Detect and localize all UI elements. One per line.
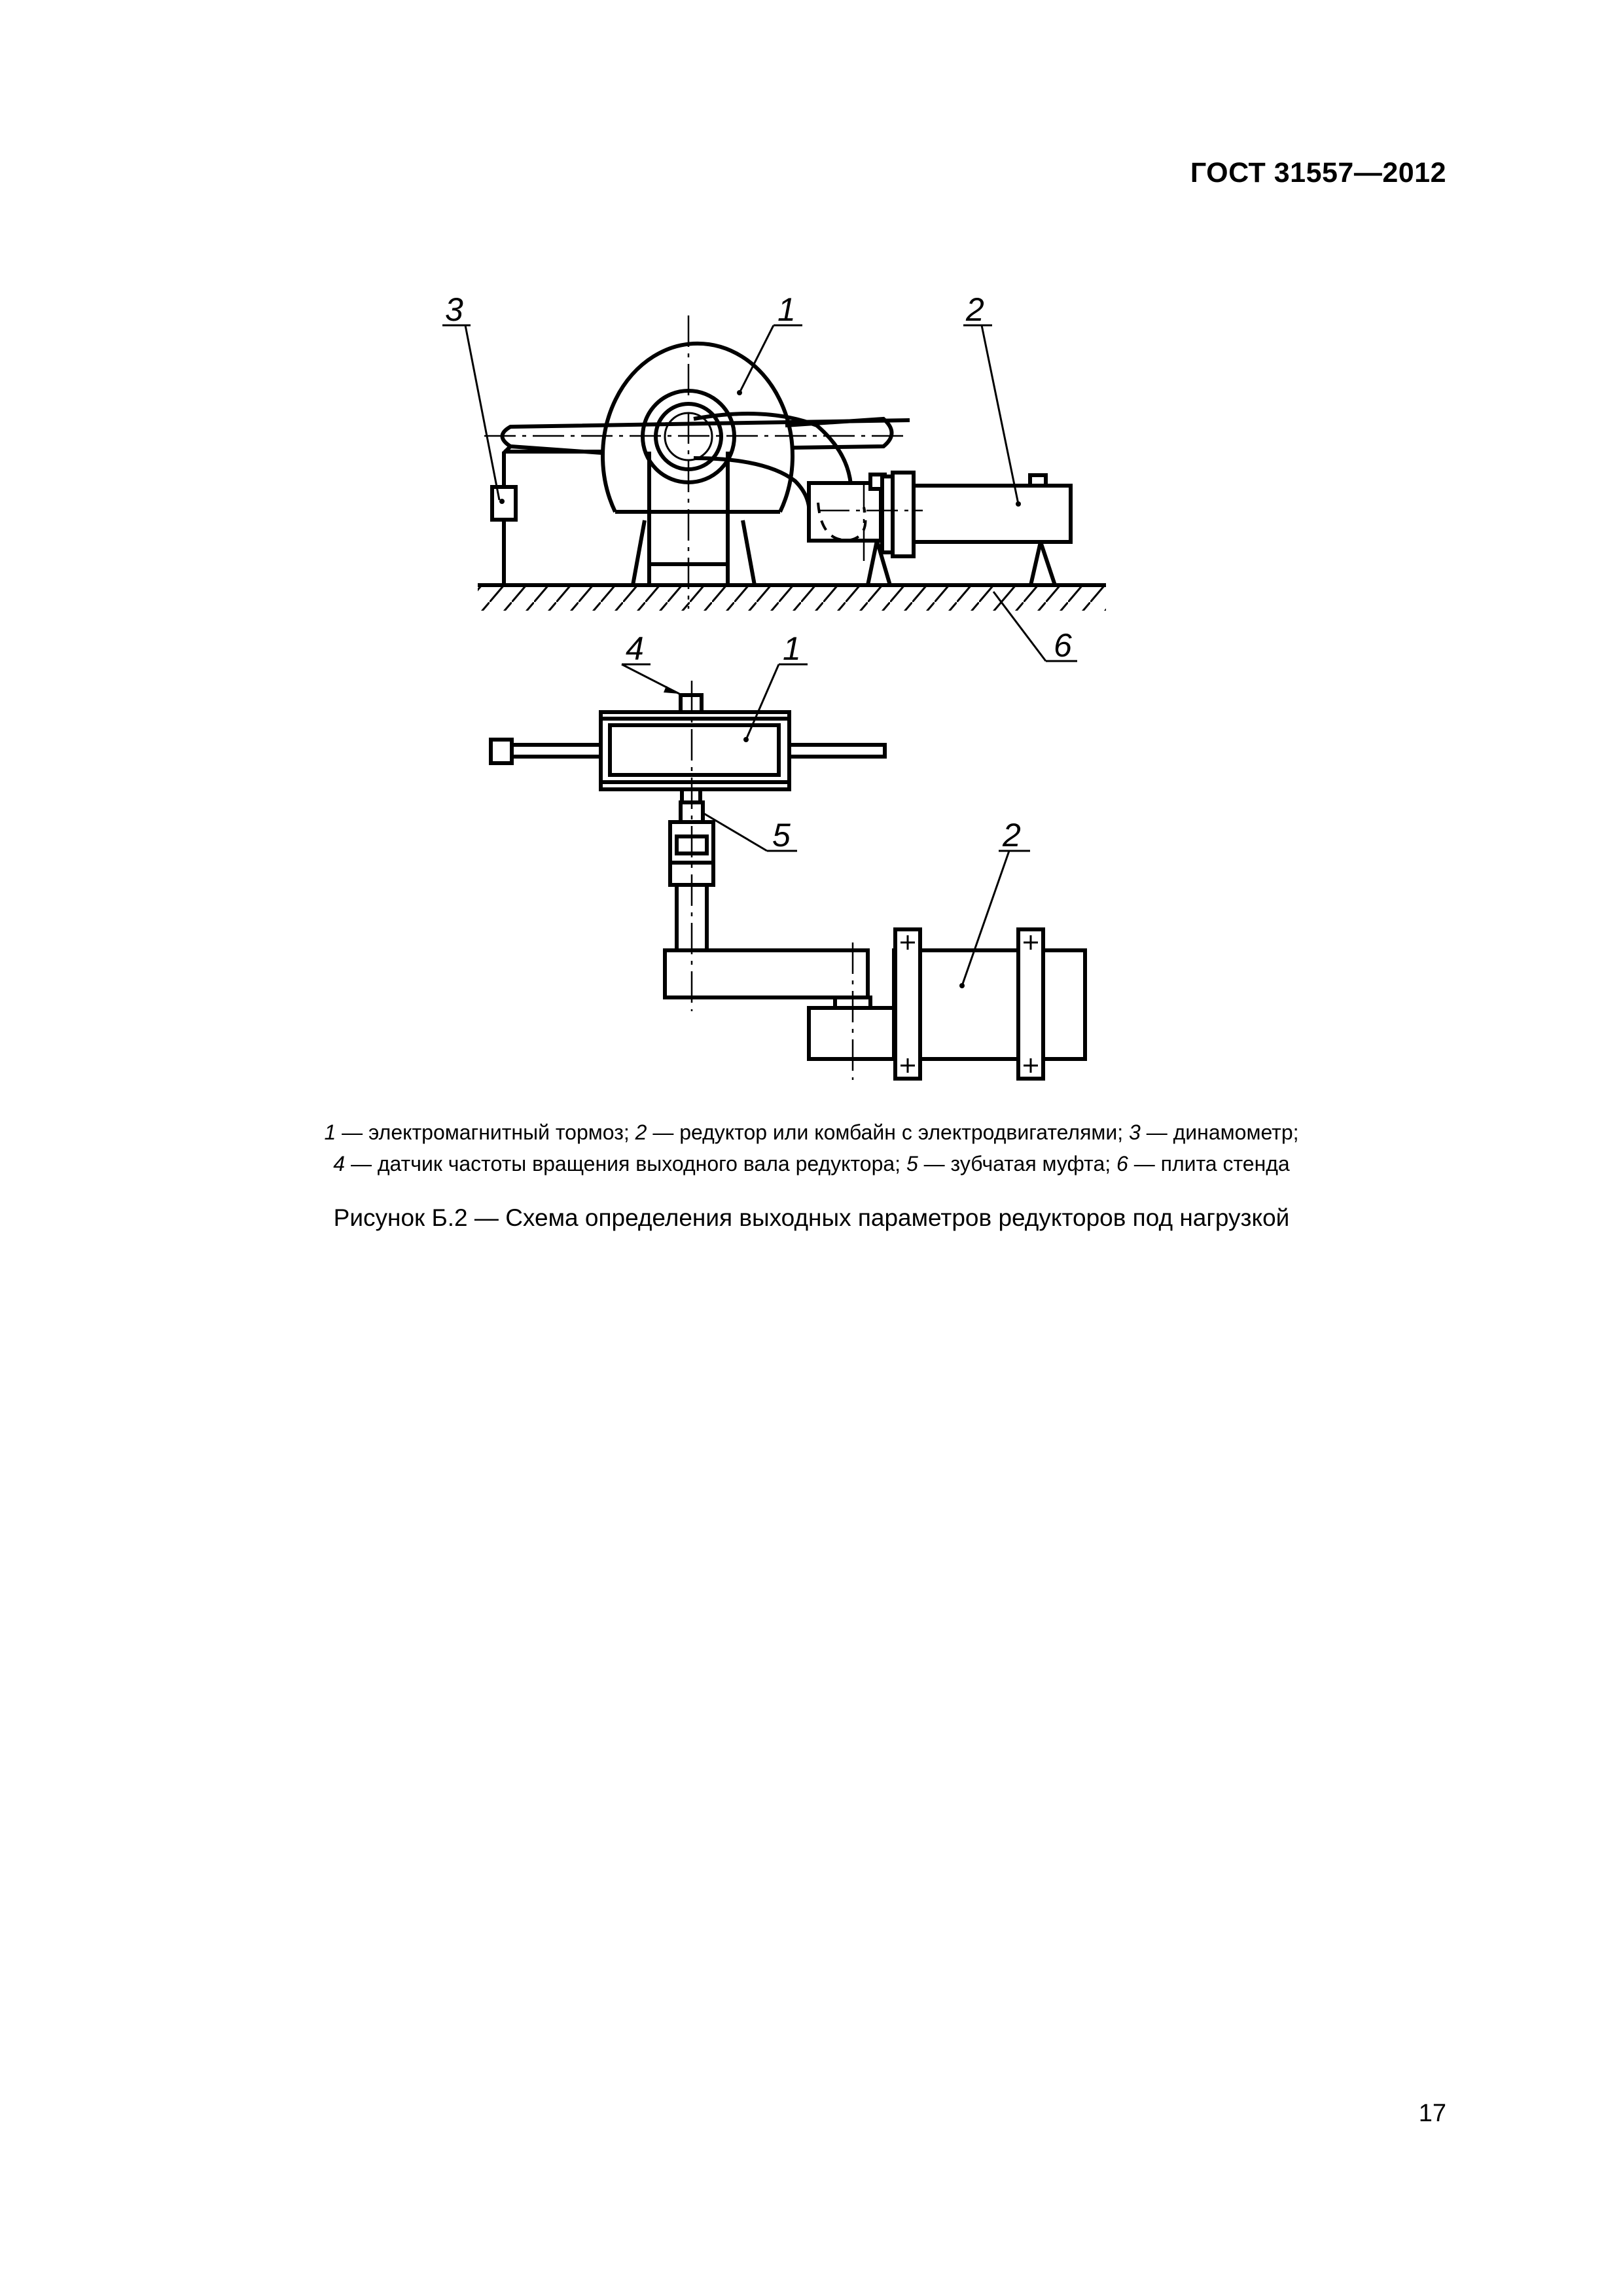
callout-reducer-top: [963, 291, 1018, 504]
callout-speed-sensor: [622, 630, 679, 694]
reducer-with-motors: [809, 473, 1071, 585]
legend-text: — динамометр;: [1140, 1121, 1299, 1144]
legend-number: 3: [1129, 1121, 1141, 1144]
svg-text:2: 2: [1003, 817, 1021, 853]
legend-text: — плита стенда: [1128, 1152, 1290, 1175]
dynamometer: [492, 452, 516, 585]
legend-line: [170, 1117, 1453, 1148]
legend-text: — зубчатая муфта;: [918, 1152, 1117, 1175]
svg-text:2: 2: [966, 291, 984, 328]
legend-number: 6: [1116, 1152, 1128, 1175]
svg-text:1: 1: [777, 291, 796, 328]
legend-number: 1: [324, 1121, 336, 1144]
document-header-standard: ГОСТ 31557—2012: [1190, 157, 1446, 188]
page-number: 17: [1418, 2100, 1446, 2127]
plan-view: [491, 681, 1085, 1080]
legend-number: 5: [906, 1152, 918, 1175]
callout-dynamometer: [442, 291, 499, 500]
side-elevation-view: [478, 315, 1106, 611]
legend-number: 2: [635, 1121, 647, 1144]
electromagnetic-brake: [603, 344, 851, 585]
figure-legend: [170, 1117, 1453, 1179]
stand-plate: [478, 585, 1106, 611]
svg-text:5: 5: [772, 817, 791, 853]
legend-text: — электромагнитный тормоз;: [336, 1121, 635, 1144]
legend-line: [170, 1148, 1453, 1179]
svg-text:1: 1: [783, 630, 801, 667]
legend-text: — редуктор или комбайн с электродвигателями;: [647, 1121, 1130, 1144]
callout-gear-coupling: [703, 813, 797, 853]
svg-text:6: 6: [1054, 627, 1072, 664]
legend-text: — датчик частоты вращения выходного вала редуктора;: [345, 1152, 906, 1175]
svg-text:3: 3: [445, 291, 463, 328]
figure-caption: Рисунок Б.2 — Схема определения выходных параметров редукторов под нагрузкой: [333, 1204, 1290, 1231]
legend-number: 4: [333, 1152, 346, 1175]
svg-text:4: 4: [626, 630, 644, 667]
